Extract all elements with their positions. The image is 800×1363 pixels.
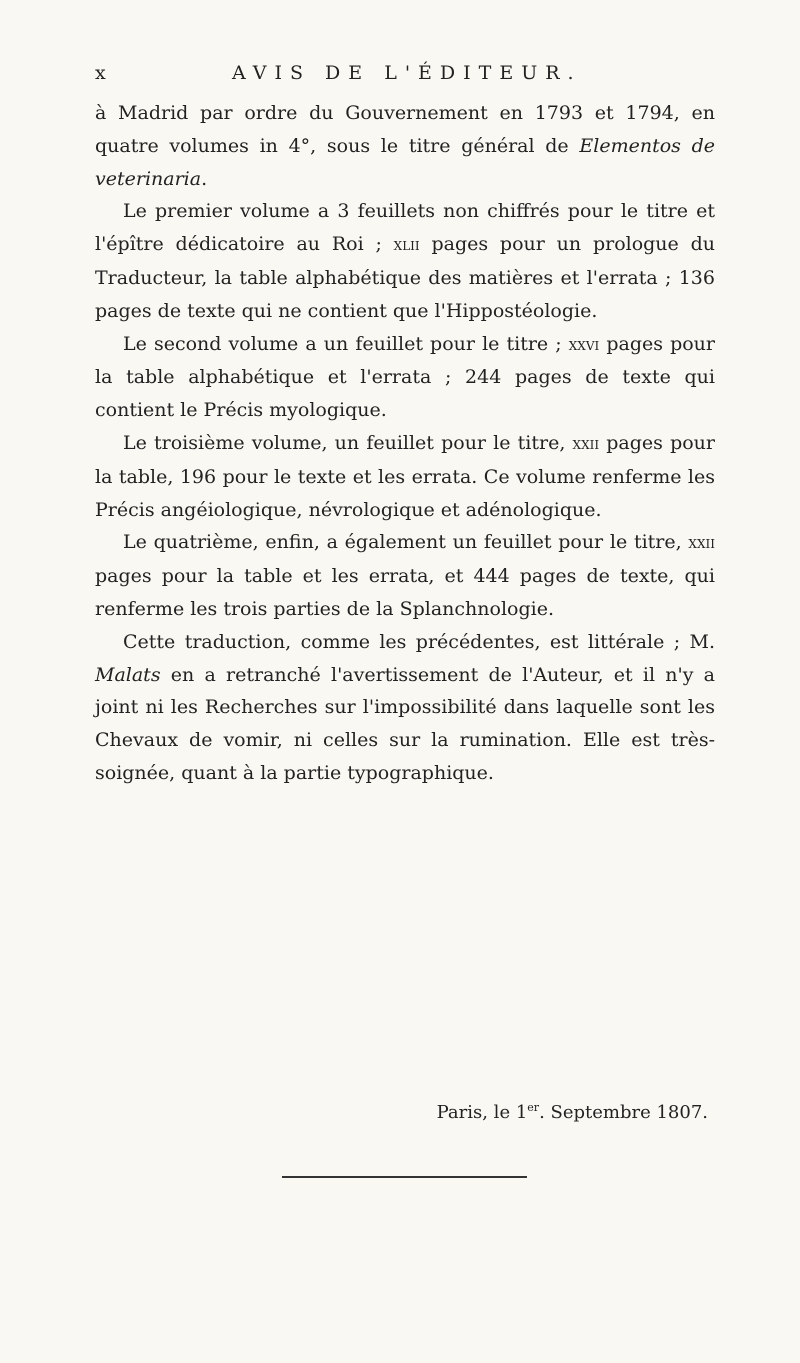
paragraph-text: Cette traduction, comme les précédentes, est littérale ; M.	[123, 630, 715, 653]
paragraph-text: pages pour la table alphabétique et l'errata ; 244 pages de texte qui contient le Précis myologique.	[95, 332, 716, 422]
signature-text: Paris, le 1	[436, 1102, 528, 1123]
paragraph-text: Le second volume a un feuillet pour le titre ;	[123, 332, 569, 355]
page-number: x	[95, 62, 107, 84]
roman-numeral: xxii	[572, 433, 600, 454]
paragraph-1	[95, 97, 715, 195]
roman-numeral: xlii	[393, 235, 420, 256]
paragraph-text: pages pour un prologue du Traducteur, la table alphabétique des matières et l'errata ; 136 pages de texte qui ne contient que l'Hippostéologie.	[95, 233, 715, 322]
closing-rule	[282, 1176, 527, 1178]
paragraph-3	[95, 328, 715, 427]
paragraph-4	[95, 427, 715, 526]
paragraph-text: pages pour la table, 196 pour le texte et les errata. Ce volume renferme les Précis angéiologique, névrologique et adénologique.	[95, 431, 715, 521]
roman-numeral: xxii	[688, 533, 715, 554]
paragraph-2	[95, 195, 715, 327]
date-signature	[437, 1101, 708, 1123]
paragraph-6	[95, 626, 715, 790]
paragraph-5	[95, 526, 715, 625]
paragraph-text: Le premier volume a 3 feuillets non chiffrés pour le titre et l'épître dédicatoire au Roi ;	[95, 200, 715, 256]
paragraph-text: Le quatrième, enfin, a également un feuillet pour le titre,	[123, 531, 689, 554]
paragraph-text: Le troisième volume, un feuillet pour le titre,	[123, 431, 573, 454]
paragraph-text: pages pour la table et les errata, et 444 pages de texte, qui renferme les trois parties de la Splanchnologie.	[95, 565, 715, 620]
translator-name: Malats	[95, 663, 161, 686]
paragraph-text: à Madrid par ordre du Gouvernement en 1793 et 1794, en quatre volumes in 4°, sous le titre général de	[95, 102, 715, 157]
ordinal-superscript: er	[527, 1101, 540, 1114]
paragraph-text: .	[201, 167, 208, 190]
page-header	[0, 62, 800, 86]
paragraph-text: en a retranché l'avertissement de l'Auteur, et il n'y a joint ni les Recherches sur l'impossibilité dans laquelle sont les Chevaux de vomir, ni celles sur la rumination. Elle est très-soignée, quant à la partie typographique.	[95, 663, 715, 784]
signature-text: . Septembre 1807.	[539, 1102, 708, 1123]
running-title: AVIS DE L'ÉDITEUR.	[232, 62, 582, 84]
body-text	[95, 97, 715, 790]
book-title: Elementos de veterinaria	[95, 134, 715, 190]
roman-numeral: xxvi	[568, 334, 600, 355]
